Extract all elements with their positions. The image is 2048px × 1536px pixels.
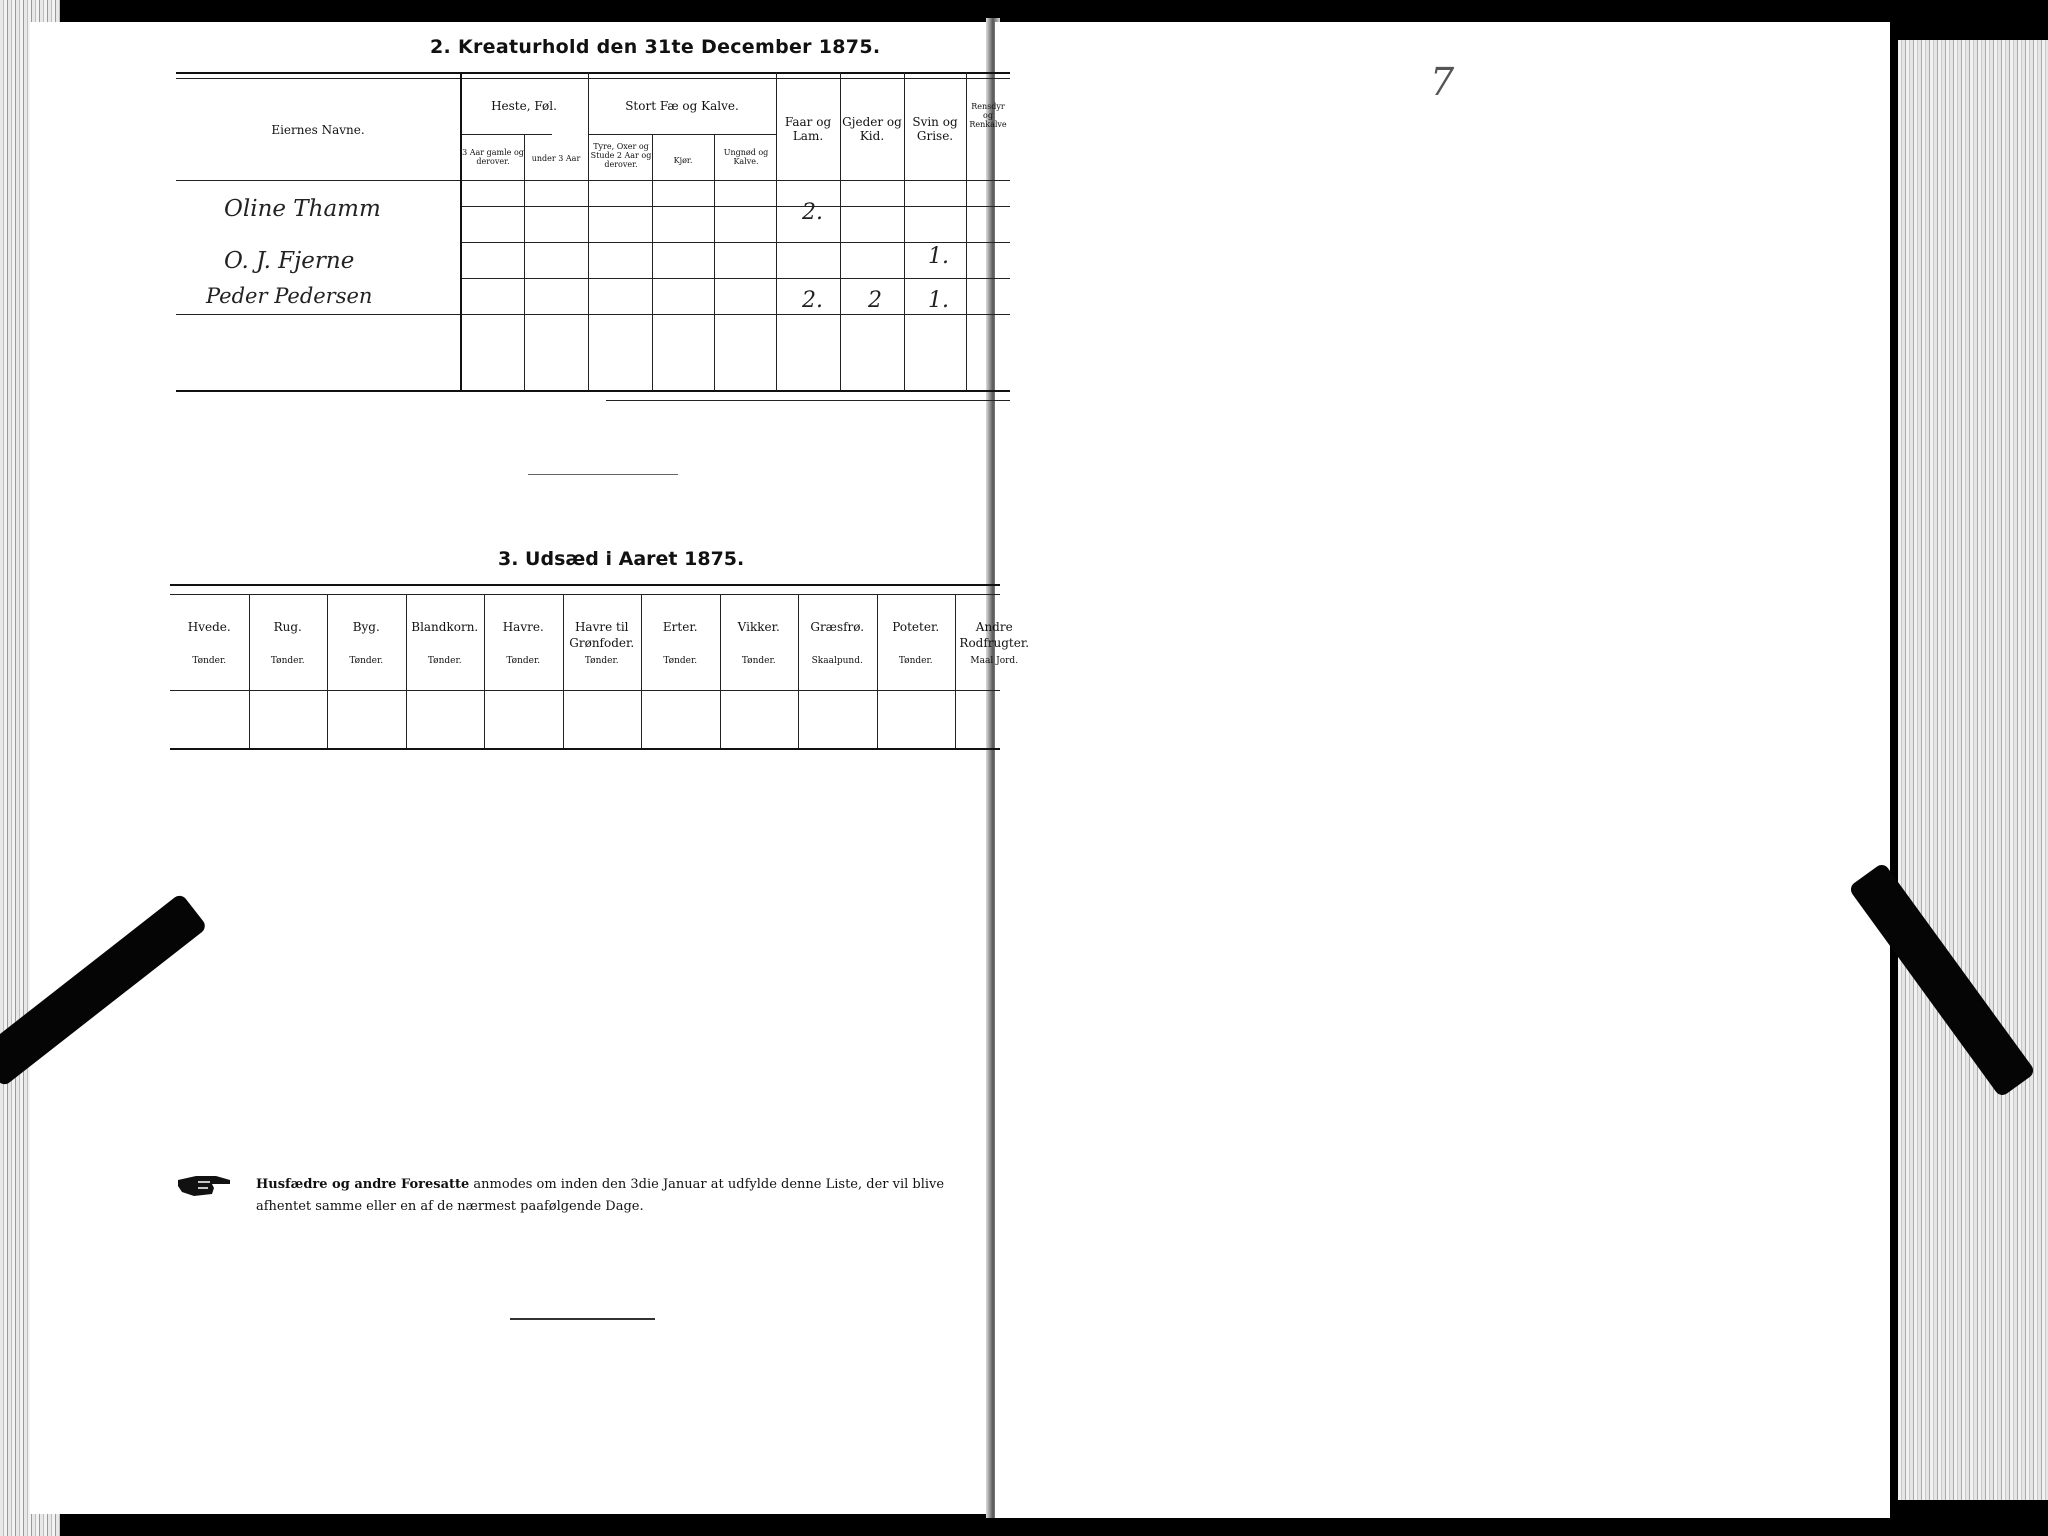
sowing-col-unit: Tønder. xyxy=(349,656,384,666)
t3-col-divider xyxy=(720,594,721,748)
pigs-count-2: 1. xyxy=(928,244,949,269)
pigs-count-3: 1. xyxy=(928,288,949,313)
sowing-col-label: Hvede. xyxy=(187,620,231,634)
pigs-header: Svin og Grise. xyxy=(912,115,958,143)
sowing-col-unit: Tønder. xyxy=(192,656,227,666)
t3-bottom-rule xyxy=(170,748,1000,750)
notice-line2: afhentet samme eller en af de nærmest paafølgende Dage. xyxy=(256,1199,644,1215)
sowing-col-label: Poteter. xyxy=(892,620,940,634)
t3-col-divider xyxy=(955,594,956,748)
section3-title: 3. Udsæd i Aaret 1875. xyxy=(498,548,745,570)
livestock-table xyxy=(176,72,1010,402)
cattle-sub2: Kjør. xyxy=(673,156,693,165)
t3-top-rule xyxy=(170,584,1000,586)
t3-col-divider xyxy=(563,594,564,748)
owner-name-2: O. J. Fjerne xyxy=(224,248,355,274)
cattle-header: Stort Fæ og Kalve. xyxy=(625,99,739,113)
bottom-rule xyxy=(510,1318,655,1320)
sowing-col-unit: Tønder. xyxy=(427,656,462,666)
sowing-col-label: Havre. xyxy=(502,620,544,634)
sowing-col-unit: Tønder. xyxy=(506,656,541,666)
t3-col-divider xyxy=(641,594,642,748)
right-page xyxy=(995,22,1890,1518)
notice-bold: Husfædre og andre Foresatte xyxy=(256,1177,470,1192)
t3-col-divider xyxy=(798,594,799,748)
notice-line1: anmodes om inden den 3die Januar at udfylde denne Liste, der vil blive xyxy=(469,1177,945,1192)
horses-sub2: under 3 Aar xyxy=(531,154,581,163)
pointing-hand-icon xyxy=(176,1172,232,1198)
sowing-col-label: Havre til Grønfoder. xyxy=(569,620,635,650)
sowing-table xyxy=(170,584,1030,759)
t3-col-divider xyxy=(877,594,878,748)
t3-col-divider xyxy=(327,594,328,748)
page-number: 7 xyxy=(1430,60,1455,104)
book-edge-right xyxy=(1898,40,2048,1500)
t3-col-divider xyxy=(249,594,250,748)
divider-rule xyxy=(528,474,678,475)
owner-name-1: Oline Thamm xyxy=(224,196,381,222)
t3-header-rule xyxy=(170,690,1000,691)
section2-title: 2. Kreaturhold den 31te December 1875. xyxy=(430,36,881,58)
sowing-col-unit: Tønder. xyxy=(741,656,776,666)
reindeer-header: Rensdyr og Renkalve xyxy=(969,102,1007,130)
sowing-col-label: Byg. xyxy=(352,620,380,634)
sowing-col-label: Vikker. xyxy=(737,620,780,634)
cattle-sub3: Ungnød og Kalve. xyxy=(723,148,769,167)
sheep-count-1: 2. xyxy=(802,200,823,225)
sowing-col-label: Andre Rodfrugter. xyxy=(959,620,1030,650)
sowing-col-unit: Skaalpund. xyxy=(811,656,863,666)
goats-header: Gjeder og Kid. xyxy=(842,115,902,143)
t3-col-divider xyxy=(484,594,485,748)
sowing-col-label: Blandkorn. xyxy=(411,620,479,634)
sheep-header: Faar og Lam. xyxy=(784,115,832,143)
sowing-col-unit: Tønder. xyxy=(584,656,619,666)
owners-header: Eiernes Navne. xyxy=(271,123,365,137)
horses-header: Heste, Føl. xyxy=(491,99,557,113)
t3-col-divider xyxy=(406,594,407,748)
sowing-col-unit: Tønder. xyxy=(663,656,698,666)
sowing-col-unit: Maal Jord. xyxy=(970,656,1019,666)
sowing-col-label: Erter. xyxy=(662,620,698,634)
instruction-notice xyxy=(256,1174,944,1218)
goats-count-3: 2 xyxy=(868,288,882,313)
sowing-col-label: Græsfrø. xyxy=(810,620,865,634)
owner-name-3: Peder Pedersen xyxy=(206,284,373,308)
sowing-col-unit: Tønder. xyxy=(898,656,933,666)
sowing-col-unit: Tønder. xyxy=(270,656,305,666)
sheep-count-3: 2. xyxy=(802,288,823,313)
cattle-sub1: Tyre, Oxer og Stude 2 Aar og derover. xyxy=(590,142,652,170)
t3-top-rule-2 xyxy=(170,594,1000,595)
sowing-col-label: Rug. xyxy=(273,620,302,634)
horses-sub1: 3 Aar gamle og derover. xyxy=(462,148,524,167)
